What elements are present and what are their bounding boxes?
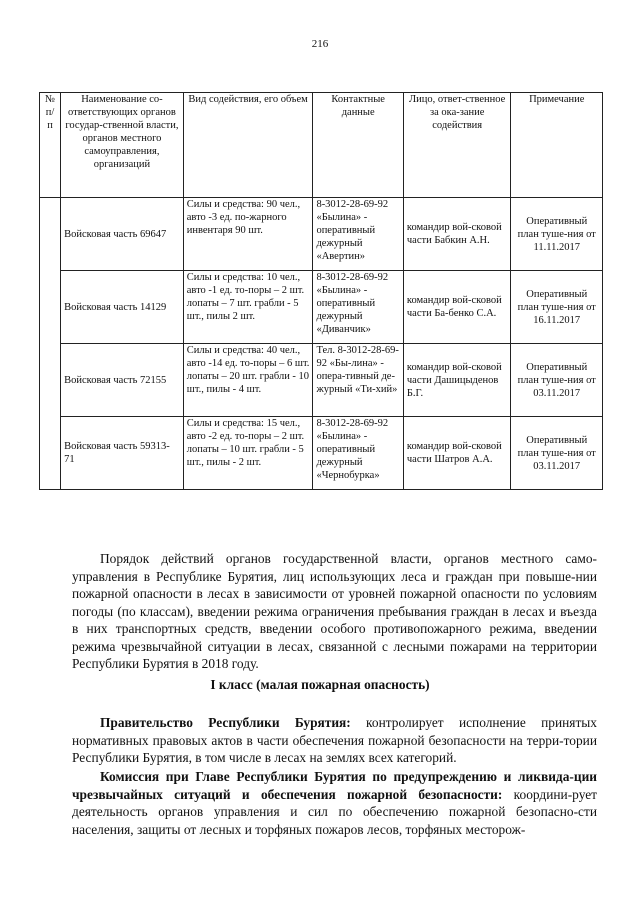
government-text — [72, 714, 597, 767]
cell-assistance: Силы и средства: 10 чел., авто -1 ед. то-поры – 2 шт. лопаты – 7 шт. грабли - 5 шт., пилы 2 шт. — [183, 271, 313, 344]
government-body: контролирует исполнение принятых нормативных правовых актов в части обеспечения пожарной безопасности на терри-тории Республики Бурятия, в том числе в лесах на землях всех категорий. — [72, 715, 597, 765]
fire-danger-class-heading: I класс (малая пожарная опасность) — [210, 677, 430, 692]
government-bold-lead: Правительство Республики Бурятия: — [100, 715, 351, 730]
cell-note: Оперативный план туше-ния от 03.11.2017 — [511, 417, 603, 490]
commission-body: координи-рует деятельность органов управления и сил по обеспечению пожарной безопасно-сти населения, защиты от лесных и торфяных пожаров лесов, торфяных месторож- — [72, 786, 598, 837]
government-paragraph — [72, 714, 597, 767]
cell-number — [40, 271, 61, 344]
cell-note: Оперативный план туше-ния от 11.11.2017 — [511, 198, 603, 271]
table-header-row — [40, 93, 603, 198]
cell-responsible-person: командир вой-сковой части Дашицыденов Б.Г. — [403, 344, 511, 417]
cell-organization: Войсковая часть 72155 — [61, 344, 184, 417]
header-contacts: Контактные данные — [313, 93, 403, 198]
cell-organization: Войсковая часть 69647 — [61, 198, 184, 271]
commission-paragraph — [72, 768, 597, 838]
header-organization: Наименование со-ответствующих органов государ-ственной власти, органов местного самоуправления, организаций — [61, 93, 184, 198]
procedure-paragraph — [72, 550, 597, 673]
commission-bold-lead: Комиссия при Главе Республики Бурятия по предупреждению и ликвида-ции чрезвычайных ситуаций и обеспечения пожарной безопасности: — [72, 769, 597, 802]
cell-responsible-person: командир вой-сковой части Бабкин А.Н. — [403, 198, 511, 271]
assistance-table — [39, 92, 603, 490]
commission-text — [72, 768, 597, 838]
procedure-text: Порядок действий органов государственной власти, органов местного само-управления в Республике Бурятия, лиц использующих леса и граждан при повыше-нии пожарной опасности в лесах в зависимости от уровней пожарной опасности по условиям погоды (по классам), введении режима ограничения пребывания граждан в лесах и въезда в них транспортных средств, введении особого противопожарного режима, введении режима чрезвычайной ситуации в лесах, связанной с лесными пожарами на территории Республики Бурятия в 2018 году. — [72, 551, 597, 671]
cell-contacts: 8-3012-28-69-92 «Былина» - оперативный дежурный «Авертин» — [313, 198, 403, 271]
cell-responsible-person: командир вой-сковой части Ба-бенко С.А. — [403, 271, 511, 344]
cell-organization: Войсковая часть 14129 — [61, 271, 184, 344]
cell-contacts: 8-3012-28-69-92 «Былина» - оперативный дежурный «Диванчик» — [313, 271, 403, 344]
cell-assistance: Силы и средства: 40 чел., авто -14 ед. то-поры – 6 шт. лопаты – 20 шт. грабли - 10 шт., пилы - 4 шт. — [183, 344, 313, 417]
cell-responsible-person: командир вой-сковой части Шатров А.А. — [403, 417, 511, 490]
page-number: 216 — [311, 38, 329, 50]
cell-contacts: 8-3012-28-69-92 «Былина» - оперативный дежурный «Чернобурка» — [313, 417, 403, 490]
table-row — [40, 417, 603, 490]
cell-assistance: Силы и средства: 90 чел., авто -3 ед. по-жарного инвентаря 90 шт. — [183, 198, 313, 271]
cell-contacts: Тел. 8-3012-28-69-92 «Бы-лина» - опера-тивный де-журный «Ти-хий» — [313, 344, 403, 417]
cell-note: Оперативный план туше-ния от 16.11.2017 — [511, 271, 603, 344]
table-row — [40, 271, 603, 344]
cell-note: Оперативный план туше-ния от 03.11.2017 — [511, 344, 603, 417]
cell-number — [40, 198, 61, 271]
cell-organization: Войсковая часть 59313-71 — [61, 417, 184, 490]
table-row — [40, 198, 603, 271]
header-note: Примечание — [511, 93, 603, 198]
cell-number — [40, 417, 61, 490]
header-number: № п/п — [40, 93, 61, 198]
header-assistance: Вид содействия, его объем — [183, 93, 313, 198]
cell-number — [40, 344, 61, 417]
cell-assistance: Силы и средства: 15 чел., авто -2 ед. то-поры – 2 шт. лопаты – 10 шт. грабли - 5 шт., пилы - 2 шт. — [183, 417, 313, 490]
table-row — [40, 344, 603, 417]
header-responsible-person: Лицо, ответ-ственное за ока-зание содействия — [403, 93, 511, 198]
